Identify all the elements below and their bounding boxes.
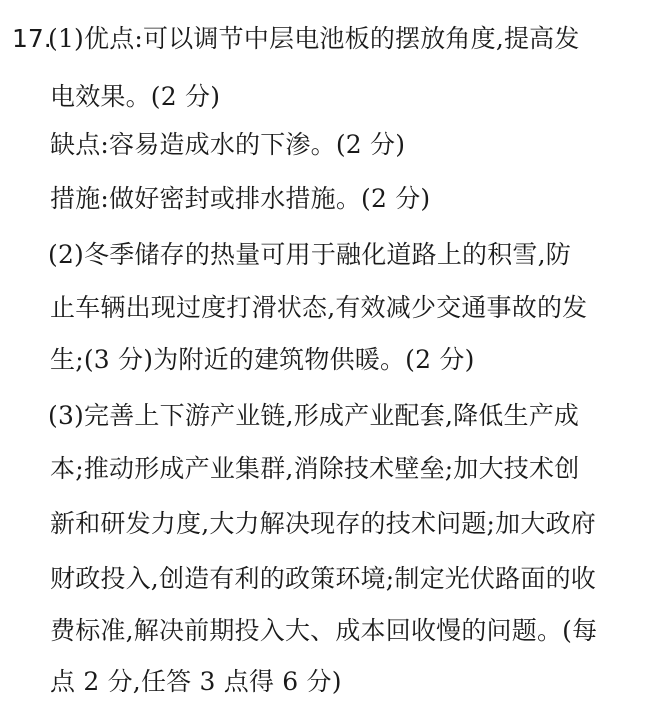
answer-line-3: 缺点:容易造成水的下渗。(2 分) [50, 130, 406, 159]
answer-line-5: (2)冬季储存的热量可用于融化道路上的积雪,防 [48, 240, 571, 269]
answer-line-10: 新和研发力度,大力解决现存的技术问题;加大政府 [50, 509, 596, 538]
answer-line-6: 止车辆出现过度打滑状态,有效减少交通事故的发 [50, 293, 588, 322]
answer-line-7: 生;(3 分)为附近的建筑物供暖。(2 分) [50, 345, 475, 374]
answer-line-2: 电效果。(2 分) [50, 82, 221, 111]
answer-line-12: 费标准,解决前期投入大、成本回收慢的问题。(每 [50, 616, 598, 645]
question-number: 17. [12, 24, 52, 53]
answer-line-8: (3)完善上下游产业链,形成产业配套,降低生产成 [48, 401, 580, 430]
answer-line-11: 财政投入,创造有利的政策环境;制定光伏路面的收 [50, 564, 596, 593]
answer-line-1: (1)优点:可以调节中层电池板的摆放角度,提高发 [48, 24, 580, 53]
answer-line-13: 点 2 分,任答 3 点得 6 分) [50, 667, 342, 696]
answer-line-4: 措施:做好密封或排水措施。(2 分) [50, 184, 431, 213]
answer-line-9: 本;推动形成产业集群,消除技术壁垒;加大技术创 [50, 454, 580, 483]
